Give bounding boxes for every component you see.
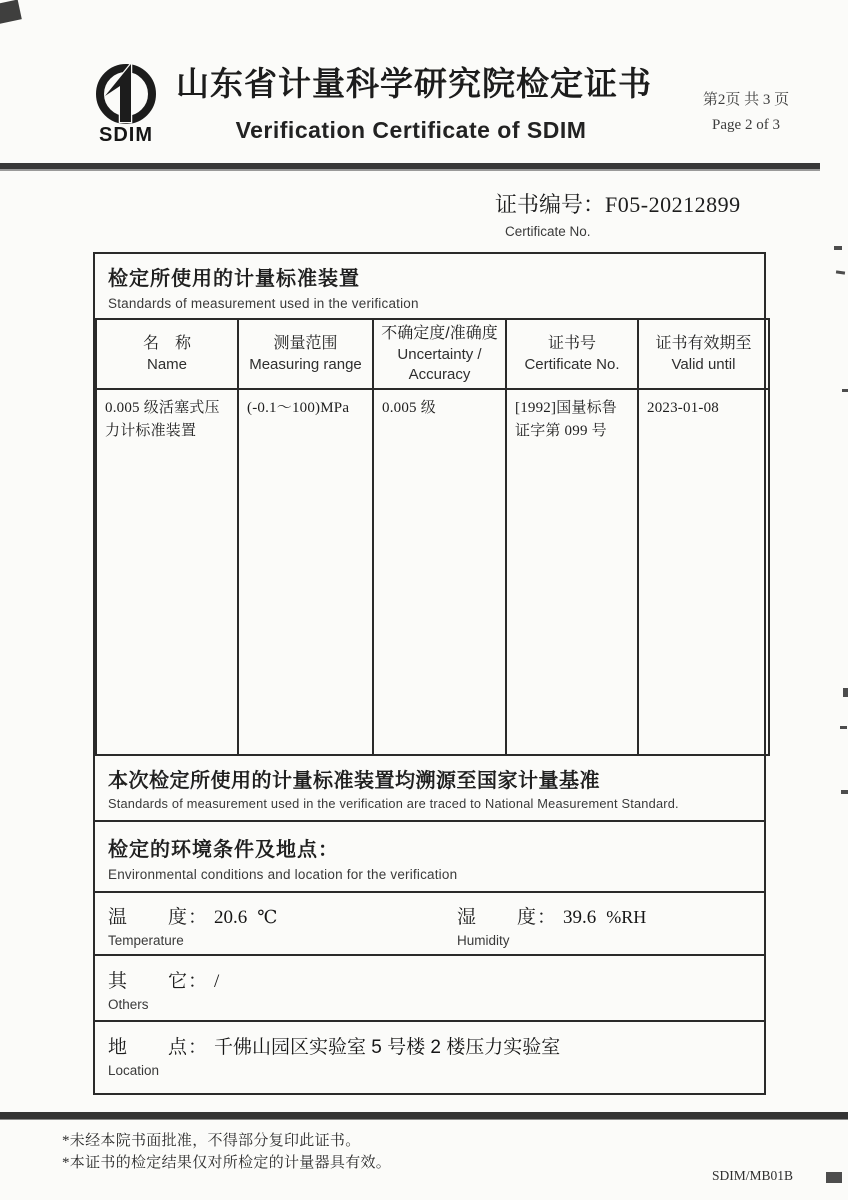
environment-title-en: Environmental conditions and location for the verification bbox=[108, 867, 458, 882]
others-row bbox=[95, 956, 764, 1022]
sdim-logo-text: SDIM bbox=[99, 124, 153, 144]
humidity-label-en: Humidity bbox=[457, 933, 510, 948]
others-label-zh: 其 它： bbox=[108, 971, 209, 992]
scan-artifact bbox=[836, 270, 845, 274]
certificate-body bbox=[93, 252, 766, 1095]
certificate-number-label-zh: 证书编号： bbox=[495, 192, 606, 217]
location-label-zh: 地 点： bbox=[108, 1037, 209, 1058]
standards-title-en: Standards of measurement used in the verification bbox=[108, 296, 419, 311]
col-header-name-zh: 名 称 bbox=[142, 335, 191, 353]
page-title-zh: 山东省计量科学研究院检定证书 bbox=[176, 65, 652, 102]
col-header-uncertainty-zh: 不确定度/准确度 bbox=[381, 324, 498, 342]
col-header-certno bbox=[506, 319, 638, 389]
humidity-unit: %RH bbox=[606, 907, 647, 927]
col-header-uncertainty bbox=[373, 319, 506, 389]
standards-table bbox=[95, 318, 770, 756]
col-header-uncertainty-en: Uncertainty / Accuracy bbox=[397, 345, 482, 383]
certificate-number-value: F05-20212899 bbox=[605, 192, 741, 217]
scan-artifact bbox=[841, 790, 848, 794]
cell-certificate-no: [1992]国量标鲁证字第 099 号 bbox=[506, 389, 638, 755]
sdim-logo bbox=[84, 60, 168, 144]
footer-divider bbox=[0, 1112, 848, 1120]
temperature-field bbox=[108, 902, 764, 948]
col-header-validuntil bbox=[638, 319, 769, 389]
traceability-section bbox=[95, 756, 764, 822]
col-header-range-zh: 测量范围 bbox=[273, 335, 338, 353]
temperature-label-en: Temperature bbox=[108, 933, 184, 948]
others-label-en: Others bbox=[108, 997, 149, 1012]
cell-valid-until: 2023-01-08 bbox=[638, 389, 769, 755]
col-header-validuntil-en: Valid until bbox=[671, 355, 736, 373]
standards-section-header bbox=[95, 254, 764, 318]
standards-table-header-row bbox=[96, 319, 769, 389]
scan-artifact bbox=[834, 246, 842, 250]
traceability-zh: 本次检定所使用的计量标准装置均溯源至国家计量基准 bbox=[108, 770, 600, 792]
humidity-field bbox=[457, 902, 646, 948]
table-row bbox=[96, 389, 769, 755]
col-header-name bbox=[96, 319, 238, 389]
page-indicator bbox=[668, 88, 824, 138]
col-header-range bbox=[238, 319, 373, 389]
scan-artifact bbox=[0, 0, 22, 24]
header-titles bbox=[176, 58, 652, 144]
standards-title-zh: 检定所使用的计量标准装置 bbox=[108, 268, 360, 290]
scan-artifact bbox=[826, 1172, 842, 1183]
location-row bbox=[95, 1022, 764, 1091]
form-number: SDIM/MB01B bbox=[712, 1168, 794, 1183]
col-header-validuntil-zh: 证书有效期至 bbox=[655, 335, 752, 353]
page-title-en: Verification Certificate of SDIM bbox=[235, 117, 587, 143]
certificate-number bbox=[495, 188, 741, 219]
environment-title-zh: 检定的环境条件及地点： bbox=[108, 839, 339, 861]
col-header-certno-zh: 证书号 bbox=[547, 335, 596, 353]
cell-measuring-range: (-0.1～100)MPa bbox=[238, 389, 373, 755]
environment-section-header bbox=[95, 822, 764, 893]
humidity-label-zh: 湿 度： bbox=[457, 907, 558, 928]
header-divider bbox=[0, 163, 820, 171]
temperature-humidity-row bbox=[95, 893, 764, 956]
footnote-line: *未经本院书面批准，不得部分复印此证书。 bbox=[62, 1133, 361, 1149]
col-header-certno-en: Certificate No. bbox=[524, 355, 620, 373]
location-value: 千佛山园区实验室 5 号楼 2 楼压力实验室 bbox=[214, 1037, 561, 1058]
page-indicator-zh: 第2页 共 3 页 bbox=[702, 92, 790, 108]
cell-standard-name: 0.005 级活塞式压力计标准装置 bbox=[96, 389, 238, 755]
footnotes bbox=[62, 1130, 391, 1174]
footnote-line: *本证书的检定结果仅对所检定的计量器具有效。 bbox=[62, 1155, 392, 1171]
temperature-unit: ℃ bbox=[257, 907, 278, 927]
scan-artifact bbox=[842, 389, 848, 392]
others-value: / bbox=[214, 971, 220, 992]
location-label-en: Location bbox=[108, 1063, 160, 1078]
traceability-en: Standards of measurement used in the verification are traced to National Measurement Standard. bbox=[108, 796, 679, 811]
scan-artifact bbox=[843, 688, 848, 697]
temperature-value: 20.6 bbox=[214, 907, 248, 928]
sdim-logo-icon bbox=[84, 60, 168, 144]
certificate-number-label-en: Certificate No. bbox=[505, 224, 591, 239]
temperature-label-zh: 温 度： bbox=[108, 907, 209, 928]
scan-artifact bbox=[840, 726, 847, 729]
cell-accuracy: 0.005 级 bbox=[373, 389, 506, 755]
humidity-value: 39.6 bbox=[563, 907, 597, 928]
col-header-range-en: Measuring range bbox=[249, 355, 362, 373]
col-header-name-en: Name bbox=[146, 355, 187, 373]
page-indicator-en: Page 2 of 3 bbox=[712, 117, 780, 133]
